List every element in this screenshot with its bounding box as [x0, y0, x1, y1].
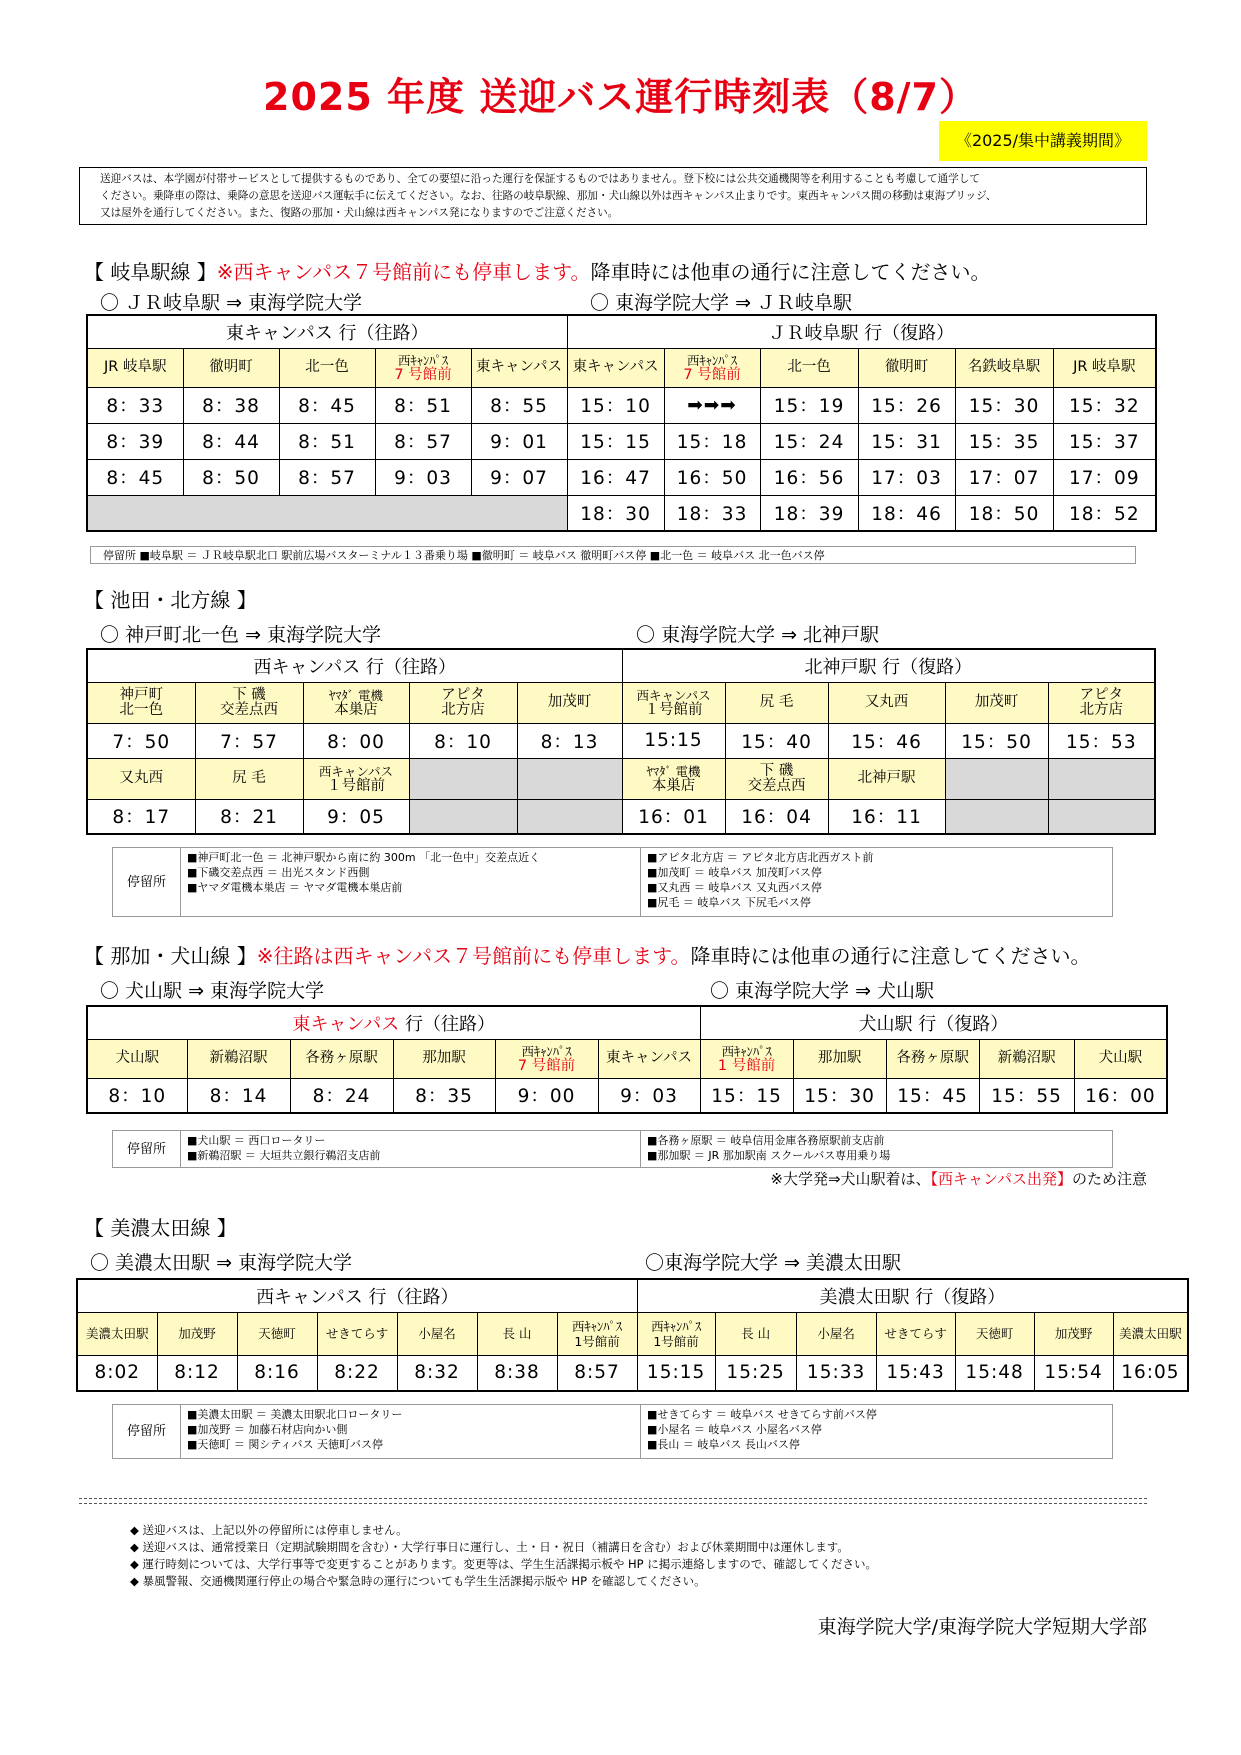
stop-label	[195, 758, 303, 799]
time-cell: 8：45	[87, 459, 183, 495]
stop-label: 東キャンパス	[598, 1039, 700, 1078]
time-cell: 17：07	[955, 459, 1053, 495]
stop-label	[195, 682, 303, 723]
time-cell: 8：24	[290, 1078, 393, 1113]
time-cell: 15:33	[796, 1355, 876, 1391]
stops-info-ikeda	[112, 847, 1113, 917]
notice-line: 又は屋外を通行してください。また、復路の那加・犬山線は西キャンパス発になりますのでご注意ください。	[100, 207, 619, 219]
time-cell: 8：44	[183, 423, 279, 459]
section-caution: 降車時には他車の通行に注意してください。	[590, 260, 991, 284]
route-out-gifu: 〇 ＪＲ岐阜駅 ⇒ 東海学院大学	[100, 292, 363, 314]
time-cell: 8：21	[195, 799, 303, 834]
timetable-mino	[76, 1278, 1189, 1392]
section-title: 【 岐阜駅線 】	[84, 260, 217, 284]
stop-label-top: 西ｷｬﾝﾊﾟｽ	[651, 1318, 702, 1334]
time-cell: 18：39	[760, 495, 858, 531]
time-cell: 8：10	[409, 723, 517, 758]
stop-desc: ■新鵜沼駅 ＝ 大垣共立銀行鵜沼支店前	[187, 1149, 381, 1162]
stop-label	[375, 348, 471, 387]
stop-desc: ■又丸西 ＝ 岐阜バス 又丸西バス停	[647, 881, 822, 894]
stop-label-top: 北神戸駅	[857, 770, 916, 786]
time-cell: 8：39	[87, 423, 183, 459]
stop-label-sub: 北一色	[119, 701, 163, 718]
stops-list-left	[181, 848, 641, 917]
time-cell: 15：53	[1048, 723, 1155, 758]
time-cell: 15:15	[637, 1355, 715, 1391]
time-cell: 15：35	[955, 423, 1053, 459]
stop-desc: ■犬山駅 ＝ 西口ロータリー	[187, 1134, 326, 1147]
time-cell: 8:38	[477, 1355, 557, 1391]
stops-label: 停留所	[113, 1131, 181, 1168]
section-heading-ikeda: 【 池田・北方線 】	[84, 588, 257, 612]
stop-label	[397, 1312, 477, 1355]
stop-label	[828, 682, 945, 723]
stop-label	[317, 1312, 397, 1355]
stop-label-top: 西ｷｬﾝﾊﾟｽ	[687, 352, 738, 368]
time-cell: 8:32	[397, 1355, 477, 1391]
timetable-ikeda	[86, 648, 1156, 835]
stops-info-mino	[112, 1404, 1113, 1459]
stop-label-sub: 北方店	[1079, 701, 1124, 718]
time-cell: 18：30	[567, 495, 664, 531]
route-out-ikeda: 〇 神戸町北一色 ⇒ 東海学院大学	[100, 624, 382, 646]
time-cell: 15：26	[858, 387, 955, 423]
section-heading-naka	[84, 940, 1090, 969]
stop-label-sub: 交差点西	[220, 701, 278, 718]
time-cell: 18：46	[858, 495, 955, 531]
time-cell: 15：32	[1053, 387, 1156, 423]
stops-list-right	[641, 1131, 1113, 1168]
time-cell: 8：33	[87, 387, 183, 423]
time-cell: 15：15	[567, 423, 664, 459]
stop-label-top: 加茂町	[547, 694, 592, 710]
stop-label	[303, 758, 409, 799]
stop-desc: ■那加駅 ＝ JR 那加駅南 スクールバス専用乗り場	[647, 1149, 891, 1162]
stop-label: 東キャンパス	[471, 348, 567, 387]
divider	[79, 1498, 1147, 1499]
time-cell: 15:54	[1034, 1355, 1113, 1391]
stop-label-top: 長 山	[502, 1326, 532, 1341]
stops-label: 停留所	[113, 848, 181, 917]
time-cell: 15:43	[876, 1355, 955, 1391]
time-cell: 15:25	[715, 1355, 796, 1391]
empty-cell	[87, 495, 567, 531]
stop-desc: ■加茂野 ＝ 加藤石材店向かい側	[187, 1423, 348, 1436]
stop-label-top: 又丸西	[119, 770, 163, 786]
stop-label-top: 西キャンパス	[636, 687, 711, 703]
time-cell: 7：57	[195, 723, 303, 758]
stop-label: 那加駅	[793, 1039, 886, 1078]
stop-label	[1113, 1312, 1188, 1355]
time-cell: 9：01	[471, 423, 567, 459]
stop-label	[876, 1312, 955, 1355]
empty-cell	[409, 799, 517, 834]
time-cell: 16：56	[760, 459, 858, 495]
time-cell: 15：18	[664, 423, 760, 459]
time-cell: 16：11	[828, 799, 945, 834]
stop-desc: ■尻毛 ＝ 岐阜バス 下尻毛バス停	[647, 896, 811, 909]
stop-label	[87, 758, 195, 799]
stop-desc: ■加茂町 ＝ 岐阜バス 加茂町バス停	[647, 866, 822, 879]
stop-label-top: 西ｷｬﾝﾊﾟｽ	[397, 352, 448, 368]
stop-label-sub: １号館前	[327, 777, 385, 794]
time-cell: 9：03	[598, 1078, 700, 1113]
stop-label-top: 西ｷｬﾝﾊﾟｽ	[572, 1318, 623, 1334]
empty-cell	[945, 799, 1048, 834]
stop-label-top: ﾔﾏﾀﾞ 電機	[329, 687, 383, 703]
route-back-ikeda: 〇 東海学院大学 ⇒ 北神戸駅	[636, 624, 880, 646]
stop-label: 徹明町	[183, 348, 279, 387]
stop-label-sub: 1号館前	[574, 1333, 620, 1349]
stop-label-top: せきてらす	[325, 1326, 389, 1341]
stop-label-sub: 7 号館前	[394, 366, 452, 383]
stop-label-top: ﾔﾏﾀﾞ 電機	[646, 763, 701, 779]
footer-note: ◆ 送迎バスは、上記以外の停留所には停車しません。	[130, 1523, 408, 1537]
time-cell: 18：50	[955, 495, 1053, 531]
empty-cell	[517, 799, 622, 834]
time-cell: 9：00	[495, 1078, 598, 1113]
time-cell: 18：52	[1053, 495, 1156, 531]
stop-label: 新鵜沼駅	[187, 1039, 290, 1078]
table-row	[87, 459, 1156, 495]
time-cell: 8:12	[157, 1355, 237, 1391]
note-red: 【西キャンパス出発】	[930, 1170, 1072, 1188]
stop-label	[87, 682, 195, 723]
stop-label	[796, 1312, 876, 1355]
stop-label-top: 下 磯	[759, 762, 794, 779]
stop-label	[77, 1312, 157, 1355]
table-header-back: 美濃太田駅 行（復路）	[637, 1279, 1188, 1312]
time-cell: 9：05	[303, 799, 409, 834]
table-header-out: 西キャンパス 行（往路）	[77, 1279, 637, 1312]
table-header-out: 東キャンパス 行（往路）	[87, 315, 567, 348]
stop-label	[725, 758, 828, 799]
route-back-gifu: 〇 東海学院大学 ⇒ ＪＲ岐阜駅	[590, 292, 853, 314]
section-title: 【 那加・犬山線 】	[84, 944, 257, 968]
stop-label-top: 長 山	[741, 1326, 771, 1341]
time-cell: 8:22	[317, 1355, 397, 1391]
stop-label-top: 加茂野	[1054, 1326, 1093, 1341]
table-row	[87, 799, 1155, 834]
stops-list-right	[641, 1405, 1113, 1459]
stop-label-top: 神戸町	[119, 686, 163, 703]
stop-label: 名鉄岐阜駅	[955, 348, 1053, 387]
time-cell: 8：35	[393, 1078, 495, 1113]
stop-label: 北一色	[760, 348, 858, 387]
stop-label	[622, 758, 725, 799]
stop-label	[637, 1312, 715, 1355]
stop-label: 那加駅	[393, 1039, 495, 1078]
time-cell: 17：03	[858, 459, 955, 495]
stop-label	[945, 682, 1048, 723]
time-cell: 16：47	[567, 459, 664, 495]
stop-label	[477, 1312, 557, 1355]
stop-label	[237, 1312, 317, 1355]
stop-label	[622, 682, 725, 723]
stop-label	[1048, 682, 1155, 723]
stop-label: 犬山駅	[1074, 1039, 1167, 1078]
time-cell: 16:05	[1113, 1355, 1188, 1391]
section-heading-mino: 【 美濃太田線 】	[84, 1216, 237, 1240]
naka-note	[770, 1168, 1147, 1189]
table-row	[87, 495, 1156, 531]
time-cell: 8：57	[279, 459, 375, 495]
time-cell: 8：51	[375, 387, 471, 423]
section-warning: ※西キャンパス７号館前にも停車します。	[216, 260, 591, 284]
time-cell: 15：31	[858, 423, 955, 459]
time-cell: 8：13	[517, 723, 622, 758]
route-back-mino: 〇東海学院大学 ⇒ 美濃太田駅	[645, 1252, 901, 1274]
stop-label-top: 加茂野	[178, 1326, 216, 1341]
stop-label: 東キャンパス	[567, 348, 664, 387]
note-text: のため注意	[1071, 1170, 1147, 1188]
time-cell: 8:02	[77, 1355, 157, 1391]
time-cell: 15：45	[886, 1078, 979, 1113]
time-cell: 8：10	[87, 1078, 187, 1113]
stop-label-top: 美濃太田駅	[85, 1326, 149, 1341]
timetable-gifu	[86, 314, 1157, 532]
empty-cell	[517, 758, 622, 799]
time-cell: 8：57	[375, 423, 471, 459]
notice-box	[79, 167, 1147, 225]
stop-label: JR 岐阜駅	[87, 348, 183, 387]
stop-desc: ■アピタ北方店 ＝ アピタ北方店北西ガスト前	[647, 851, 874, 864]
time-cell: 15：30	[955, 387, 1053, 423]
stop-label: 北一色	[279, 348, 375, 387]
stop-label-top: 天徳町	[258, 1326, 296, 1341]
stop-label	[955, 1312, 1034, 1355]
signature: 東海学院大学/東海学院大学短期大学部	[817, 1616, 1147, 1638]
table-header-out	[87, 1006, 700, 1039]
notice-line: ください。乗降車の際は、乗降の意思を送迎バス運転手に伝えてください。なお、往路の岐阜駅線、那加・犬山線以外は西キャンパス止まりです。東西キャンパス間の移動は東海ブリッジ、	[100, 190, 997, 202]
header-rest: 行（往路）	[399, 1013, 496, 1035]
stop-label: 各務ヶ原駅	[290, 1039, 393, 1078]
stop-label	[409, 682, 517, 723]
time-cell: 15：15	[700, 1078, 793, 1113]
table-row	[87, 1078, 1167, 1113]
stop-desc: ■天徳町 ＝ 関シティバス 天徳町バス停	[187, 1438, 384, 1451]
notice-line: 送迎バスは、本学園が付帯サービスとして提供するものであり、全ての要望に沿った運行を保証するものではありません。登下校には公共交通機関等を利用することも考慮して通学して	[100, 173, 980, 185]
route-out-mino: 〇 美濃太田駅 ⇒ 東海学院大学	[90, 1252, 353, 1274]
time-cell: 8:16	[237, 1355, 317, 1391]
time-cell: 8:57	[557, 1355, 637, 1391]
stops-info-naka	[112, 1130, 1113, 1168]
section-heading-gifu	[84, 256, 990, 285]
time-cell: 8：51	[279, 423, 375, 459]
time-cell: 17：09	[1053, 459, 1156, 495]
table-row	[87, 387, 1156, 423]
stop-label-top: 天徳町	[975, 1326, 1014, 1341]
stops-list-left	[181, 1131, 641, 1168]
stops-note-gifu: 停留所 ■岐阜駅 ＝ ＪＲ岐阜駅北口 駅前広場バスターミナル１３番乗り場 ■徹明町 ＝ 岐阜バス 徹明町バス停 ■北一色 ＝ 岐阜バス 北一色バス停	[90, 546, 1136, 564]
stop-label	[303, 682, 409, 723]
stop-label-sub: 本巣店	[334, 701, 378, 718]
table-row	[87, 723, 1155, 758]
stop-label-top: 尻 毛	[759, 694, 794, 710]
time-cell: 15：24	[760, 423, 858, 459]
time-cell: 8：45	[279, 387, 375, 423]
stop-label-top: 小屋名	[817, 1326, 855, 1341]
period-badge: 《2025/集中講義期間》	[939, 121, 1147, 161]
stop-label: 新鵜沼駅	[979, 1039, 1074, 1078]
stop-label-top: アピタ	[441, 686, 485, 703]
stops-list-right	[641, 848, 1113, 917]
stop-label-sub: 1 号館前	[717, 1057, 776, 1074]
route-back-naka: 〇 東海学院大学 ⇒ 犬山駅	[710, 980, 935, 1002]
table-header-back: 北神戸駅 行（復路）	[622, 649, 1155, 682]
stop-label-top: アピタ	[1079, 686, 1124, 703]
time-cell: 15:15	[622, 723, 725, 758]
stop-label	[725, 682, 828, 723]
stop-label	[700, 1039, 793, 1078]
footer-note: ◆ 運行時刻については、大学行事等で変更することがあります。変更等は、学生生活課掲示板や HP に掲示連絡しますので、確認してください。	[130, 1557, 878, 1571]
time-cell: 15：50	[945, 723, 1048, 758]
stop-label	[828, 758, 945, 799]
table-row	[87, 423, 1156, 459]
time-cell: 15：10	[567, 387, 664, 423]
time-cell: 8：17	[87, 799, 195, 834]
section-caution: 降車時には他車の通行に注意してください。	[690, 944, 1091, 968]
time-cell: 9：07	[471, 459, 567, 495]
stop-label-sub: １号館前	[644, 701, 703, 718]
stop-label	[1034, 1312, 1113, 1355]
time-cell: 8：50	[183, 459, 279, 495]
footer-note: ◆ 送迎バスは、通常授業日（定期試験期間を含む）・大学行事日に運行し、土・日・祝日（補講日を含む）および休業期間中は運休します。	[130, 1540, 849, 1554]
stop-label-top: せきてらす	[884, 1326, 947, 1341]
stop-label	[715, 1312, 796, 1355]
stops-list-left	[181, 1405, 641, 1459]
divider	[79, 1503, 1147, 1504]
stop-label: 徹明町	[858, 348, 955, 387]
time-cell: 8：14	[187, 1078, 290, 1113]
stop-desc: ■各務ヶ原駅 ＝ 岐阜信用金庫各務原駅前支店前	[647, 1134, 885, 1147]
footer-notes	[130, 1522, 877, 1590]
time-cell: 8：55	[471, 387, 567, 423]
stop-label-sub: 7 号館前	[683, 366, 741, 383]
stop-desc: ■せきてらす ＝ 岐阜バス せきてらす前バス停	[647, 1408, 877, 1421]
section-warning: ※往路は西キャンパス７号館前にも停車します。	[256, 944, 691, 968]
stop-desc: ■長山 ＝ 岐阜バス 長山バス停	[647, 1438, 800, 1451]
note-text: ※大学発⇒犬山駅着は、	[770, 1170, 931, 1188]
time-cell: 15:48	[955, 1355, 1034, 1391]
stop-label-top: 下 磯	[232, 686, 266, 703]
stop-label-top: 加茂町	[974, 694, 1019, 710]
time-cell: 8：00	[303, 723, 409, 758]
timetable-naka	[86, 1005, 1168, 1114]
stop-label	[517, 682, 622, 723]
time-cell: 9：03	[375, 459, 471, 495]
stop-label-top: 西キャンパス	[318, 763, 394, 779]
time-cell: 15：40	[725, 723, 828, 758]
stop-label	[664, 348, 760, 387]
stop-label: 犬山駅	[87, 1039, 187, 1078]
stop-desc: ■美濃太田駅 ＝ 美濃太田駅北口ロータリー	[187, 1408, 403, 1421]
time-cell: 18：33	[664, 495, 760, 531]
stop-label-top: 尻 毛	[232, 770, 266, 786]
stop-label	[157, 1312, 237, 1355]
time-cell: 7：50	[87, 723, 195, 758]
stop-label: JR 岐阜駅	[1053, 348, 1156, 387]
stop-label-sub: 本巣店	[651, 777, 696, 794]
time-cell: 15：55	[979, 1078, 1074, 1113]
empty-cell	[1048, 758, 1155, 799]
stop-label-top: 又丸西	[864, 694, 909, 710]
page-title: 2025 年度 送迎バス運行時刻表（8/7）	[263, 75, 978, 119]
stop-desc: ■ヤマダ電機本巣店 ＝ ヤマダ電機本巣店前	[187, 881, 403, 894]
stop-label-sub: 7 号館前	[517, 1057, 576, 1074]
stop-label: 各務ヶ原駅	[886, 1039, 979, 1078]
table-header-back: ＪＲ岐阜駅 行（復路）	[567, 315, 1156, 348]
empty-cell	[409, 758, 517, 799]
stop-label	[495, 1039, 598, 1078]
empty-cell	[945, 758, 1048, 799]
stop-label-sub: 1号館前	[653, 1333, 699, 1349]
time-cell: 15：30	[793, 1078, 886, 1113]
time-cell: 15：46	[828, 723, 945, 758]
time-cell: 16：50	[664, 459, 760, 495]
time-cell: 16：00	[1074, 1078, 1167, 1113]
pass-through-arrow: ➡➡➡	[664, 387, 760, 423]
table-header-out: 西キャンパス 行（往路）	[87, 649, 622, 682]
stop-label-top: 西ｷｬﾝﾊﾟｽ	[721, 1043, 772, 1059]
table-row	[77, 1355, 1188, 1391]
stop-label-sub: 交差点西	[747, 777, 806, 794]
time-cell: 16：04	[725, 799, 828, 834]
stop-label-top: 小屋名	[418, 1326, 456, 1341]
stop-desc: ■神戸町北一色 ＝ 北神戸駅から南に約 300m 「北一色中」交差点近く	[187, 851, 541, 864]
table-header-back: 犬山駅 行（復路）	[700, 1006, 1167, 1039]
footer-note: ◆ 暴風警報、交通機関運行停止の場合や緊急時の運行についても学生生活課掲示版や HP を確認してください。	[130, 1574, 706, 1588]
time-cell: 16：01	[622, 799, 725, 834]
time-cell: 15：19	[760, 387, 858, 423]
stop-label-top: 西ｷｬﾝﾊﾟｽ	[521, 1043, 572, 1059]
route-out-naka: 〇 犬山駅 ⇒ 東海学院大学	[100, 980, 325, 1002]
stop-label-sub: 北方店	[441, 701, 485, 718]
stop-desc: ■小屋名 ＝ 岐阜バス 小屋名バス停	[647, 1423, 822, 1436]
stops-label: 停留所	[113, 1405, 181, 1459]
empty-cell	[1048, 799, 1155, 834]
header-red-part: 東キャンパス	[292, 1013, 400, 1035]
stop-label-top: 美濃太田駅	[1119, 1326, 1182, 1341]
time-cell: 15：37	[1053, 423, 1156, 459]
stop-desc: ■下磯交差点西 ＝ 出光スタンド西側	[187, 866, 370, 879]
stop-label	[557, 1312, 637, 1355]
time-cell: 8：38	[183, 387, 279, 423]
